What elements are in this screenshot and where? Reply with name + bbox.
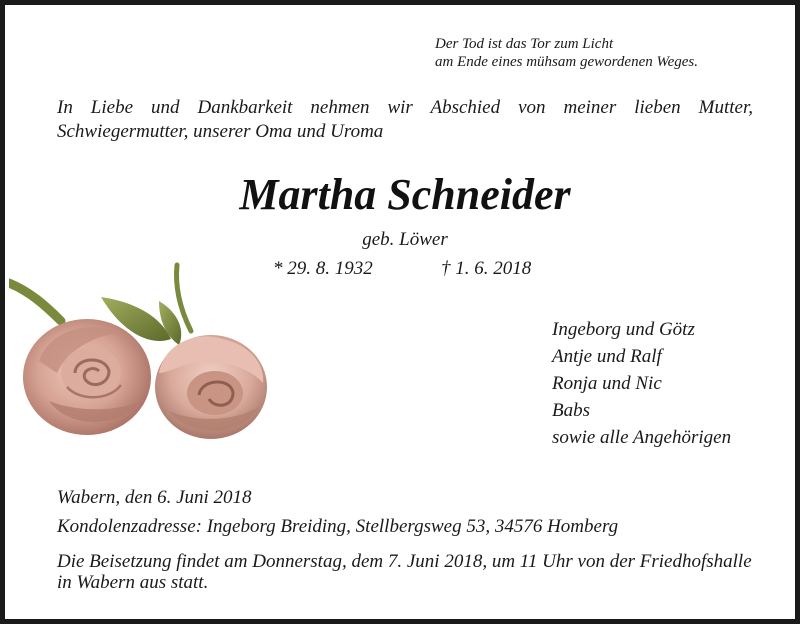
condolence-address: Kondolenzadresse: Ingeborg Breiding, Stellbergsweg 53, 34576 Homberg (57, 516, 619, 537)
motto-line-2: am Ende eines mühsam gewordenen Weges. (435, 54, 699, 70)
stem-right (177, 265, 191, 331)
rose-right (155, 335, 267, 439)
intro-text: In Liebe und Dankbarkeit nehmen wir Abschied von meiner lieben Mutter, Schwiegermutter, unserer Oma und Uroma (57, 97, 753, 142)
family-member: Ingeborg und Götz (552, 319, 695, 340)
death-date: † 1. 6. 2018 (441, 258, 532, 279)
rose-left (23, 319, 151, 435)
family-member: Ronja und Nic (552, 373, 662, 394)
deceased-name: Martha Schneider (239, 170, 571, 219)
motto-quote (435, 35, 698, 71)
roses-image (9, 261, 269, 451)
stem-left (9, 283, 61, 321)
family-list (552, 316, 731, 451)
birth-date: * 29. 8. 1932 (273, 258, 373, 279)
funeral-info: Die Beisetzung findet am Donnerstag, dem 7. Juni 2018, um 11 Uhr von der Friedhofshalle in Wabern aus statt. (57, 551, 752, 593)
family-member: Babs (552, 400, 590, 421)
maiden-name: geb. Löwer (362, 229, 448, 250)
motto-line-1: Der Tod ist das Tor zum Licht (435, 36, 614, 52)
family-member: Antje und Ralf (552, 346, 662, 367)
place-date: Wabern, den 6. Juni 2018 (57, 487, 252, 508)
family-member: sowie alle Angehörigen (552, 427, 732, 448)
